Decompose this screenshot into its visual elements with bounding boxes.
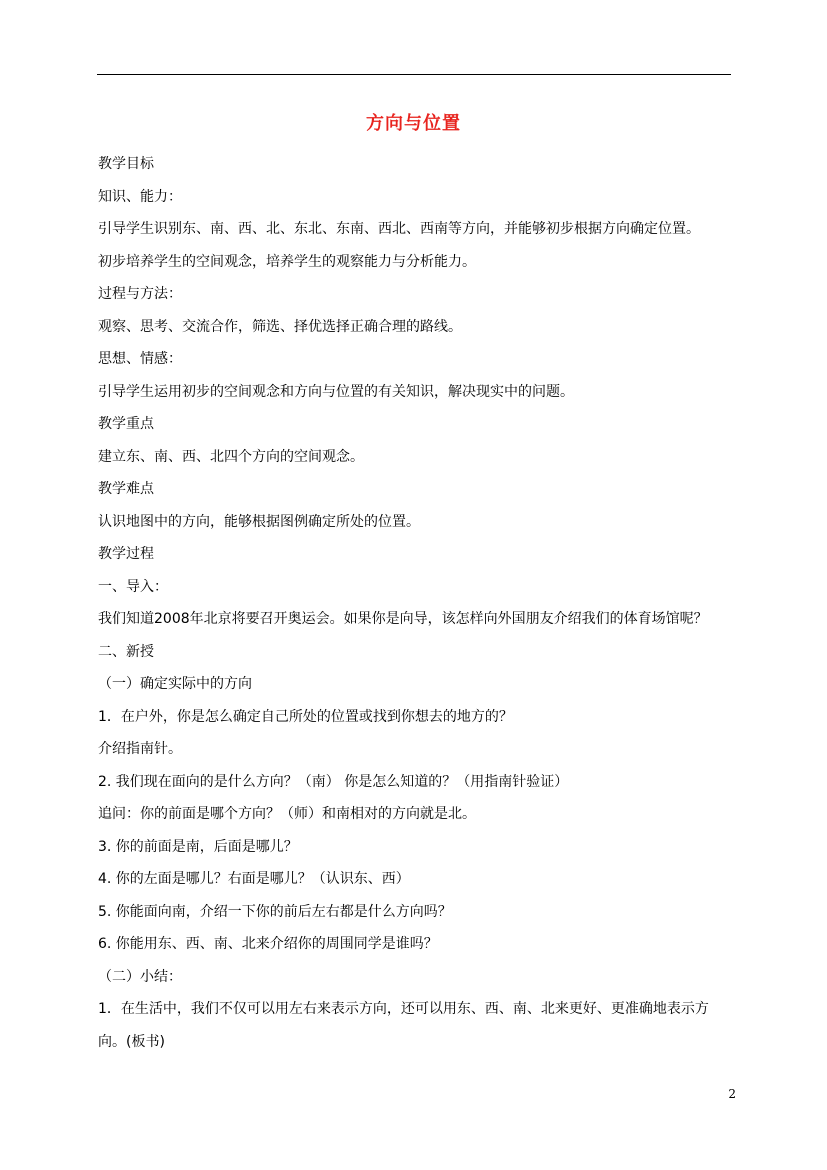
heading-teaching-goals: 教学目标 bbox=[98, 156, 154, 172]
subheading-thought-emotion: 思想、情感： bbox=[98, 351, 182, 367]
subsection-summary: （二）小结： bbox=[98, 968, 182, 985]
page-number: 2 bbox=[728, 1087, 736, 1101]
list-item: 6. 你能用东、西、南、北来介绍你的周围同学是谁吗？ bbox=[98, 936, 438, 952]
header-rule bbox=[97, 74, 731, 75]
paragraph-line: 追问：你的前面是哪个方向？（师）和南相对的方向就是北。 bbox=[98, 806, 476, 822]
section-introduction: 一、导入： bbox=[98, 578, 168, 595]
list-item: 1．在户外，你是怎么确定自己所处的位置或找到你想去的地方的？ bbox=[98, 708, 513, 725]
paragraph-line: 初步培养学生的空间观念，培养学生的观察能力与分析能力。 bbox=[98, 253, 476, 270]
paragraph-line: 建立东、南、西、北四个方向的空间观念。 bbox=[98, 448, 364, 465]
list-item: 3. 你的前面是南，后面是哪儿？ bbox=[98, 838, 298, 855]
subheading-process-method: 过程与方法： bbox=[98, 286, 182, 302]
list-item: 4. 你的左面是哪儿？右面是哪儿？（认识东、西） bbox=[98, 871, 410, 887]
paragraph-line: 引导学生识别东、南、西、北、东北、东南、西北、西南等方向，并能够初步根据方向确定位置。 bbox=[98, 221, 700, 237]
paragraph-line: 观察、思考、交流合作，筛选、择优选择正确合理的路线。 bbox=[98, 318, 462, 335]
heading-teaching-difficulty: 教学难点 bbox=[98, 481, 154, 497]
paragraph-line: 介绍指南针。 bbox=[98, 741, 182, 757]
paragraph-line: 我们知道2008年北京将要召开奥运会。如果你是向导，该怎样向外国朋友介绍我们的体育场馆呢？ bbox=[98, 611, 708, 627]
subheading-knowledge-ability: 知识、能力： bbox=[98, 188, 182, 205]
list-item: 2. 我们现在面向的是什么方向？（南） 你是怎么知道的？（用指南针验证） bbox=[98, 773, 569, 790]
paragraph-line: 认识地图中的方向，能够根据图例确定所处的位置。 bbox=[98, 513, 420, 530]
subsection-actual-direction: （一）确定实际中的方向 bbox=[98, 676, 252, 692]
paragraph-line: 引导学生运用初步的空间观念和方向与位置的有关知识，解决现实中的问题。 bbox=[98, 383, 574, 400]
list-item: 1．在生活中，我们不仅可以用左右来表示方向，还可以用东、西、南、北来更好、更准确地表示方 bbox=[98, 1001, 709, 1017]
document-title: 方向与位置 bbox=[366, 113, 461, 134]
heading-teaching-focus: 教学重点 bbox=[98, 416, 154, 432]
list-item: 5. 你能面向南，介绍一下你的前后左右都是什么方向吗？ bbox=[98, 903, 452, 920]
document-body bbox=[98, 148, 738, 1058]
heading-teaching-process: 教学过程 bbox=[98, 546, 154, 562]
section-new-lesson: 二、新授 bbox=[98, 643, 154, 660]
paragraph-line: 向。(板书) bbox=[98, 1033, 165, 1050]
